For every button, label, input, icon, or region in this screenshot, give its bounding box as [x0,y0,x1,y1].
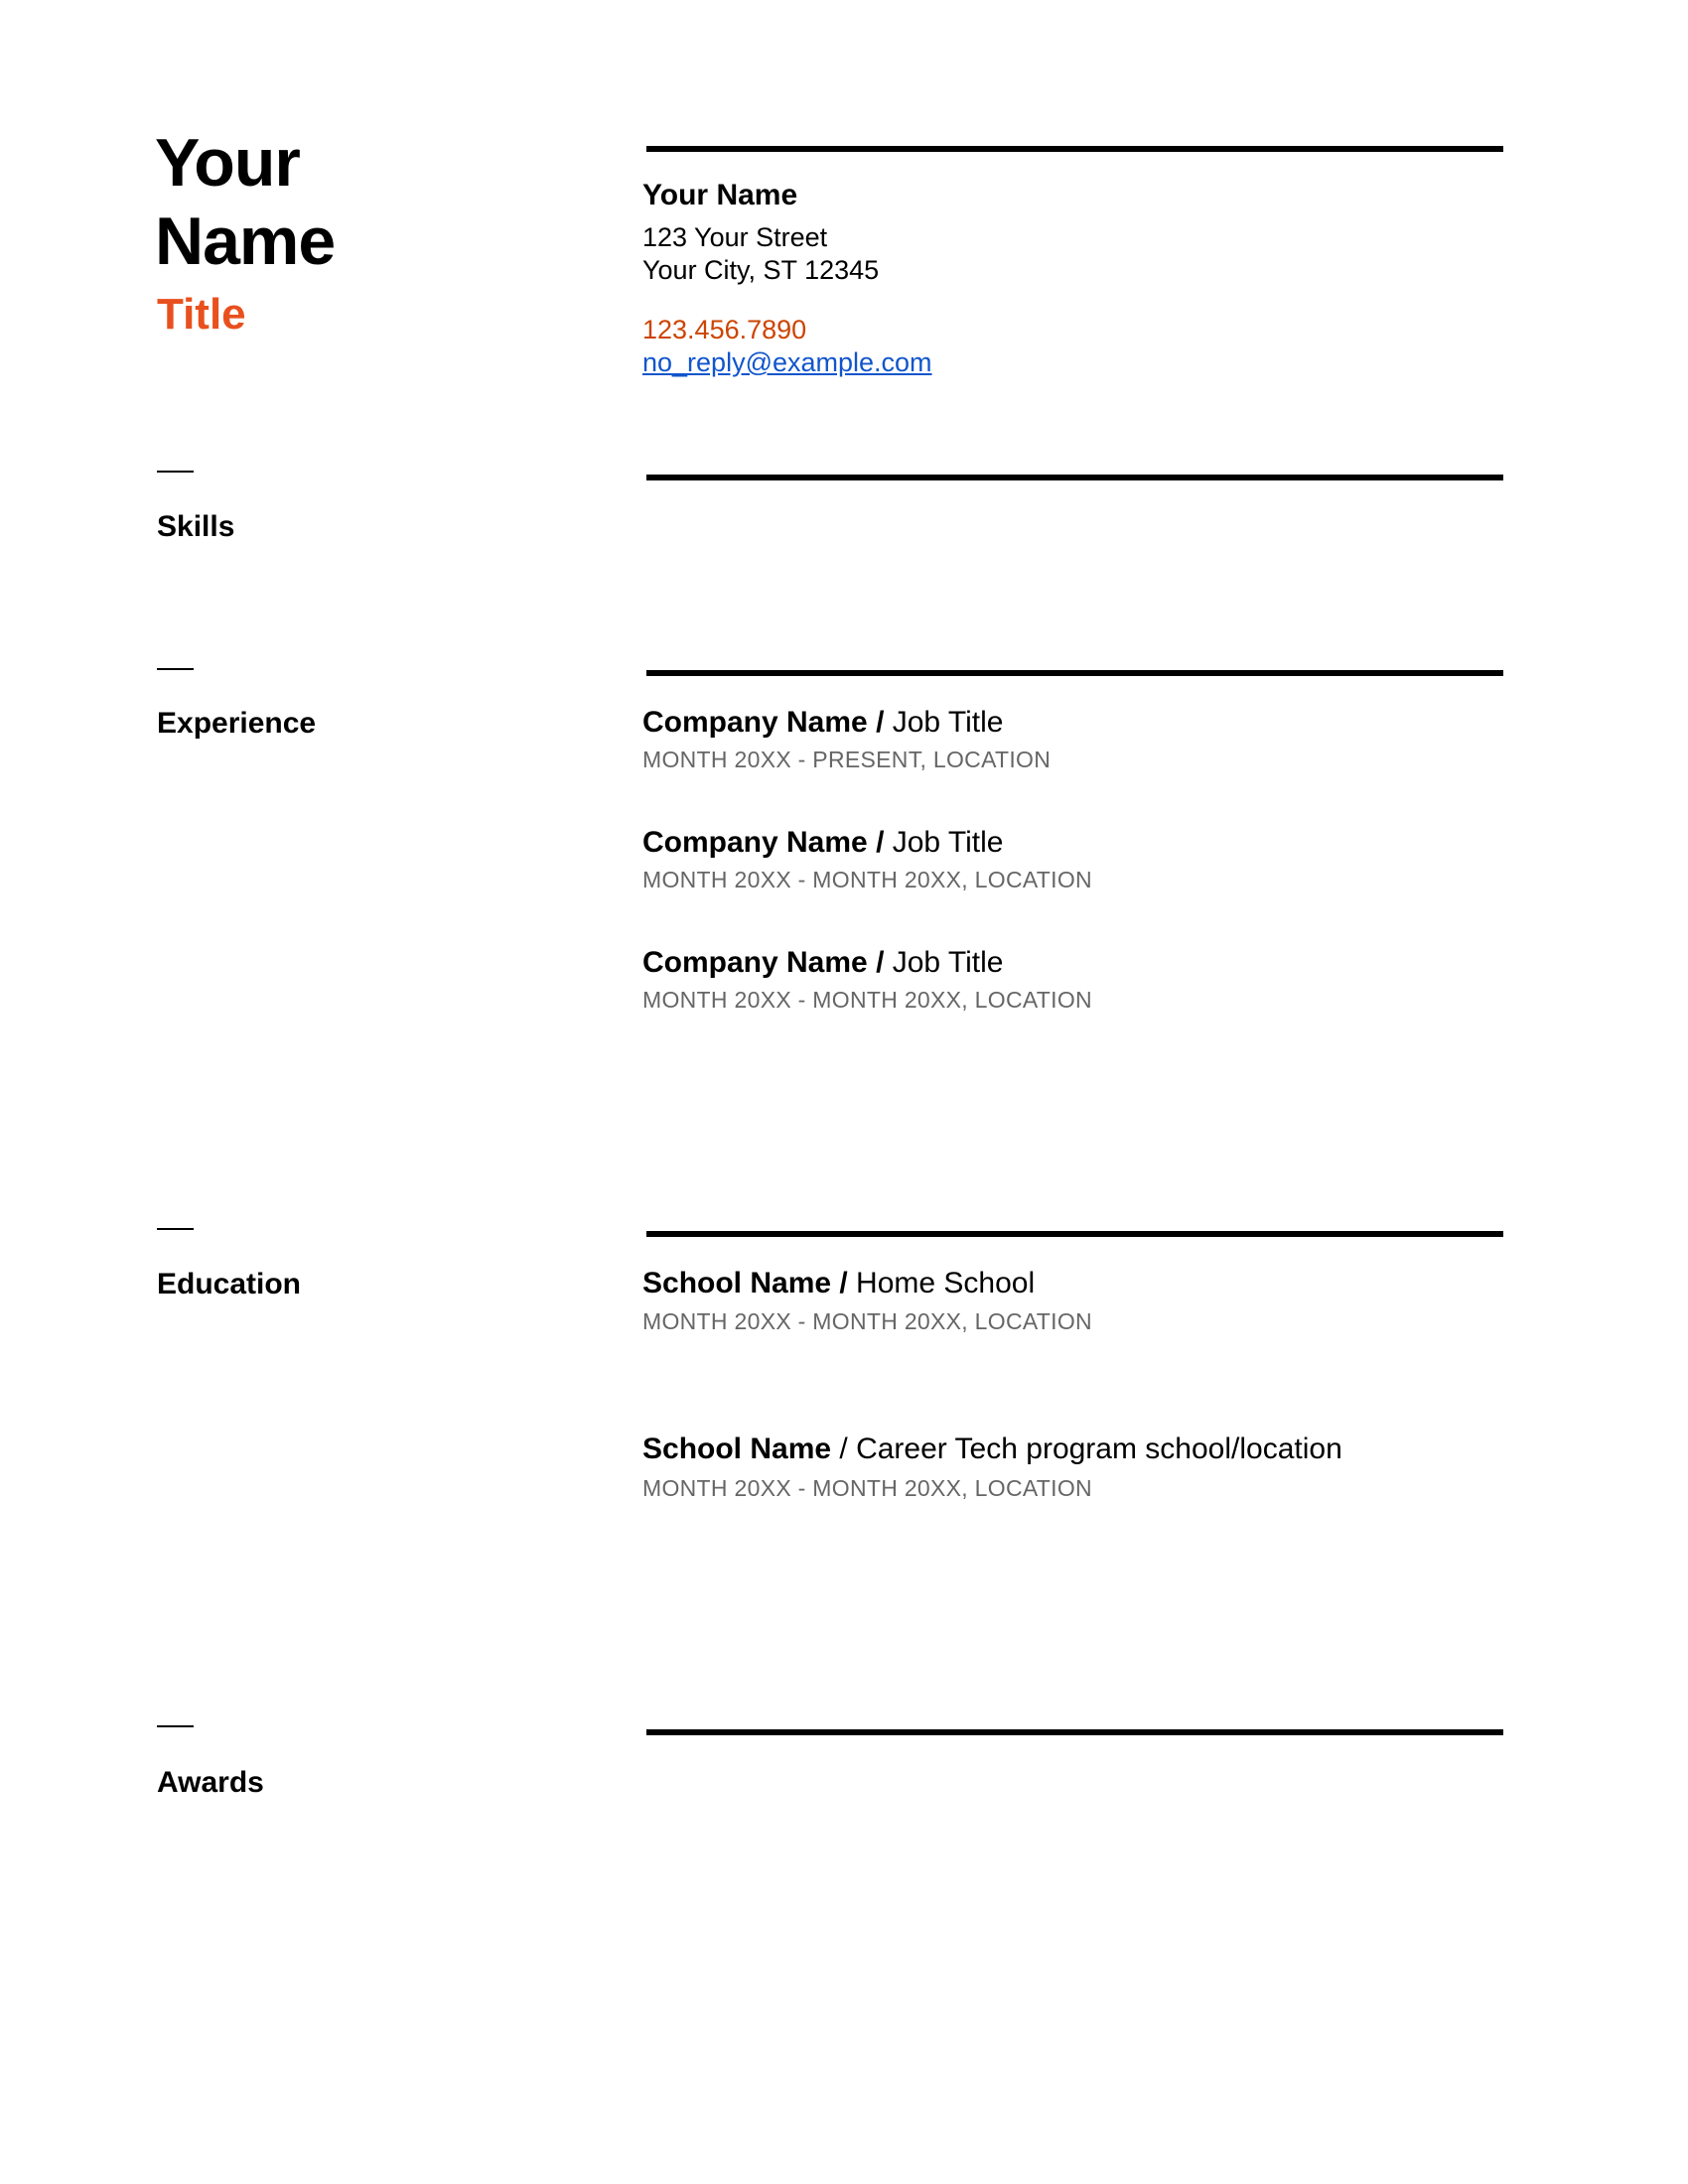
email-link[interactable]: no_reply@example.com [642,347,932,377]
name-line-1: Your [155,125,300,201]
section-dash [157,1725,194,1727]
program-name: Home School [847,1267,1036,1299]
program-name: / Career Tech program school/location [831,1433,1342,1465]
experience-title [642,945,1003,981]
experience-title [642,825,1003,861]
divider-rule [646,670,1503,676]
company-name: Company Name / [642,826,885,859]
job-title: Job Title [884,946,1004,979]
divider-rule [646,1729,1503,1735]
section-dash [157,668,194,670]
education-dates: MONTH 20XX - MONTH 20XX, LOCATION [642,1475,1092,1501]
section-dash [157,1228,194,1230]
contact-name: Your Name [642,179,798,211]
school-name: School Name [642,1433,832,1465]
section-heading-awards: Awards [157,1766,264,1799]
company-name: Company Name / [642,946,885,979]
city-address: Your City, ST 12345 [642,255,880,285]
job-title: Job Title [884,706,1004,739]
phone-number: 123.456.7890 [642,315,807,344]
section-heading-skills: Skills [157,510,235,543]
education-dates: MONTH 20XX - MONTH 20XX, LOCATION [642,1308,1092,1334]
section-heading-experience: Experience [157,707,317,740]
resume-title: Title [157,290,246,339]
school-name: School Name / [642,1267,848,1299]
street-address: 123 Your Street [642,222,828,252]
education-title [642,1432,1342,1467]
job-title: Job Title [884,826,1004,859]
divider-rule [646,146,1503,152]
name-line-2: Name [155,204,336,279]
experience-dates: MONTH 20XX - PRESENT, LOCATION [642,747,1052,772]
company-name: Company Name / [642,706,885,739]
education-title [642,1266,1035,1301]
divider-rule [646,475,1503,480]
experience-dates: MONTH 20XX - MONTH 20XX, LOCATION [642,867,1092,892]
experience-dates: MONTH 20XX - MONTH 20XX, LOCATION [642,987,1092,1013]
experience-title [642,705,1003,741]
section-heading-education: Education [157,1268,302,1300]
section-dash [157,471,194,473]
divider-rule [646,1231,1503,1237]
